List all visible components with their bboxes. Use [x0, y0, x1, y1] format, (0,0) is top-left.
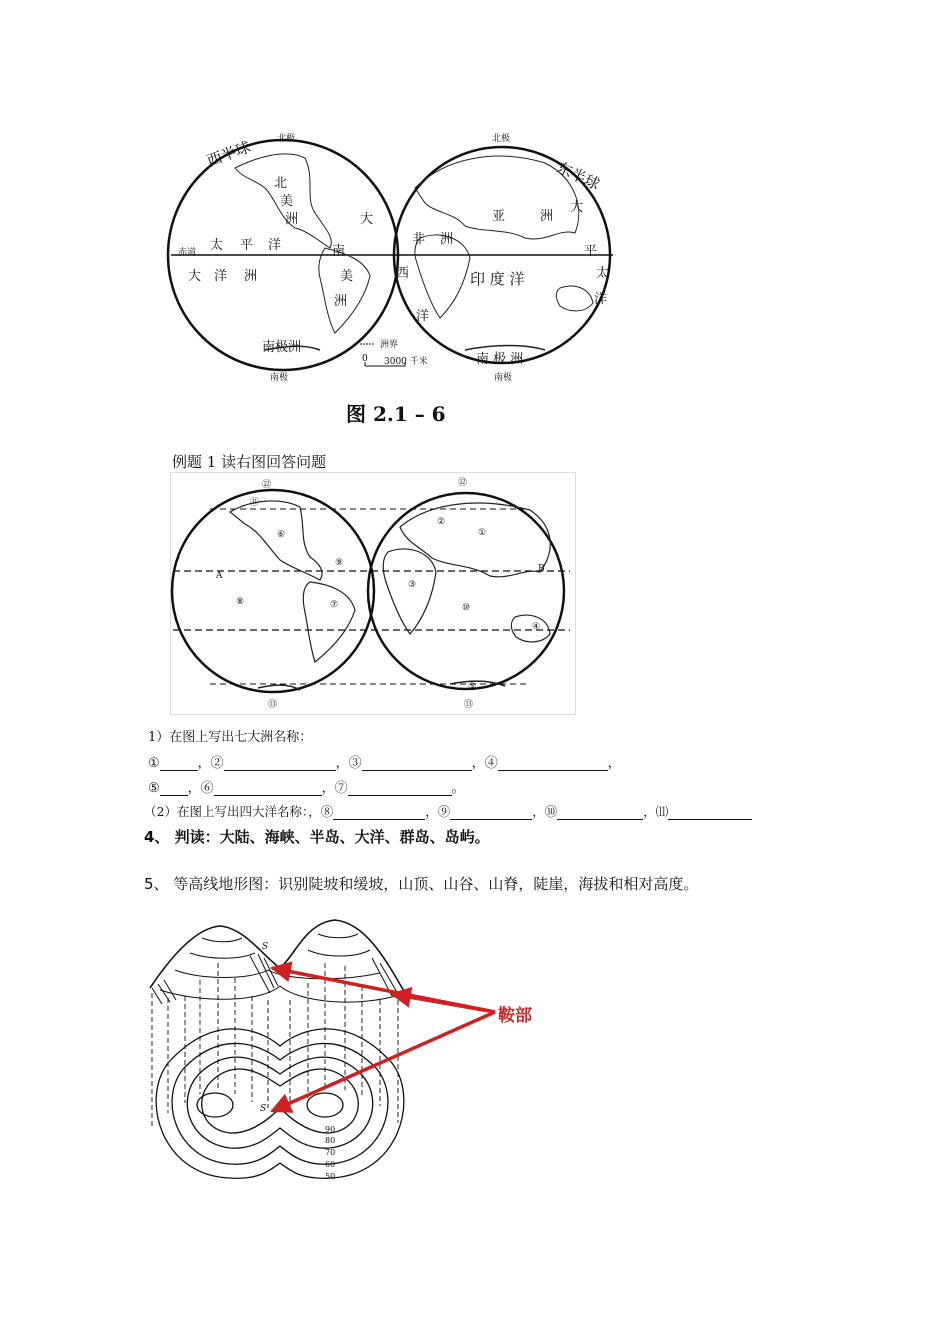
- oceania-char-3: 洲: [244, 269, 258, 284]
- saddle-s-bottom: S: [260, 1104, 267, 1114]
- marker-3: ③: [408, 580, 417, 590]
- marker-1: ①: [478, 528, 487, 538]
- sa-char-3: 洲: [334, 294, 348, 309]
- contour-level-70: 70: [325, 1148, 336, 1157]
- q5-heading: 5、 等高线地形图：识别陡坡和缓坡，山顶、山谷、山脊，陡崖，海拔和相对高度。: [144, 875, 699, 893]
- answer-blank-6[interactable]: [214, 783, 322, 796]
- q4-heading: 4、 判读：大陆、海峡、半岛、大洋、群岛、岛屿。: [144, 828, 490, 846]
- pacific-east-char-tai: 太: [596, 266, 610, 281]
- sa-char-1: 南: [332, 244, 346, 259]
- example-map: [170, 472, 576, 715]
- continent-boundary-label: 洲界: [380, 340, 399, 350]
- north-pole-west: 北极: [277, 134, 296, 144]
- south-pole-west: 南极: [270, 373, 289, 383]
- saddle-s-top: S: [262, 942, 269, 952]
- answer-blank-3[interactable]: [362, 758, 472, 771]
- north-pole-east: 北极: [492, 134, 511, 144]
- marker-9: ⑨: [335, 558, 344, 568]
- marker-A: A: [216, 571, 223, 581]
- oceania-char-1: 大: [188, 269, 202, 284]
- asia-char-1: 亚: [492, 209, 506, 224]
- south-pole-east: 南极: [494, 373, 513, 383]
- q1-r1-seg-2: ，②: [197, 756, 224, 771]
- q2-seg-2: ，⑨: [425, 804, 451, 819]
- answer-blank-7[interactable]: [348, 783, 452, 796]
- marker-13-east: ⑬: [464, 700, 474, 710]
- q1-r1-seg-5: ，: [607, 756, 621, 771]
- q2-seg-4: ，⑾: [643, 804, 669, 819]
- africa-char-1: 非: [412, 232, 426, 247]
- q2-seg-1: （2）在图上写出四大洋名称：，⑧: [144, 804, 334, 819]
- africa-char-2: 洲: [440, 232, 454, 247]
- asia-char-2: 洲: [540, 209, 554, 224]
- contour-level-80: 80: [325, 1136, 336, 1145]
- answer-blank-2[interactable]: [224, 758, 336, 771]
- pacific-char-2: 平: [240, 238, 254, 253]
- q2-seg-3: ，⑩: [532, 804, 558, 819]
- marker-11: ⑪: [250, 498, 260, 508]
- atlantic-east-char-2: 洋: [416, 309, 430, 324]
- marker-12-east: ⑫: [458, 478, 468, 488]
- pacific-char-1: 太: [210, 238, 224, 253]
- q1-row2: [148, 777, 465, 796]
- marker-4: ④: [532, 622, 541, 632]
- contour-level-60: 60: [325, 1160, 336, 1169]
- q1-r2-seg-2: ，⑥: [187, 781, 214, 796]
- marker-7: ⑦: [330, 600, 339, 610]
- sa-char-2: 美: [340, 269, 354, 284]
- q1-r2-seg-3: ，⑦: [321, 781, 348, 796]
- marker-B: B: [538, 564, 545, 574]
- marker-12-west: ⑫: [262, 480, 272, 490]
- answer-blank-5[interactable]: [160, 783, 188, 796]
- na-char-1: 北: [274, 176, 288, 191]
- pacific-east-char-ping: 平: [584, 244, 598, 259]
- example-title: 例题 1 读右图回答问题: [172, 453, 327, 471]
- equator-label: 赤道: [178, 248, 197, 258]
- pacific-char-3: 洋: [268, 238, 282, 253]
- na-char-3: 洲: [285, 212, 299, 227]
- answer-blank-11[interactable]: [668, 807, 752, 820]
- marker-6: ⑥: [277, 530, 286, 540]
- answer-blank-9[interactable]: [450, 807, 532, 820]
- q1-r1-seg-1: ①: [148, 756, 160, 771]
- marker-13-west: ⑬: [268, 700, 278, 710]
- q2-row: [144, 802, 752, 820]
- answer-blank-1[interactable]: [160, 758, 198, 771]
- atlantic-west-char: 大: [360, 212, 374, 227]
- q1-r2-seg-1: ⑤: [148, 781, 160, 796]
- q1-r1-seg-4: ，④: [471, 756, 498, 771]
- figure-caption: 图 2.1 – 6: [346, 402, 446, 426]
- q1-r1-seg-3: ，③: [335, 756, 362, 771]
- contour-saddle-figure: [140, 908, 560, 1183]
- pacific-east-char-da: 大: [570, 200, 584, 215]
- marker-2: ②: [437, 517, 446, 527]
- atlantic-east-char-1: 西: [396, 266, 410, 281]
- pacific-east-char-yang: 洋: [594, 292, 608, 307]
- marker-8: ⑧: [236, 597, 245, 607]
- saddle-label: 鞍部: [498, 1006, 532, 1026]
- scale-label: 3000 千米: [384, 357, 428, 367]
- antarctica-west-label: 南极洲: [262, 340, 302, 355]
- west-hemisphere-label: 西半球: [204, 137, 253, 171]
- q1-r2-seg-4: 。: [451, 781, 465, 796]
- contour-level-90: 90: [325, 1125, 336, 1134]
- antarctica-east-label: 南 极 洲: [476, 352, 524, 367]
- answer-blank-10[interactable]: [557, 807, 643, 820]
- q1-title: 1）在图上写出七大洲名称：: [148, 730, 313, 745]
- marker-5: ⑤: [468, 682, 477, 692]
- indian-ocean-label: 印 度 洋: [470, 270, 525, 288]
- east-hemisphere-label: 东半球: [554, 158, 603, 194]
- answer-blank-8[interactable]: [333, 807, 425, 820]
- na-char-2: 美: [280, 194, 294, 209]
- oceania-char-2: 洋: [214, 269, 228, 284]
- scale-zero: 0: [362, 354, 368, 364]
- contour-level-50: 50: [325, 1172, 336, 1181]
- q1-row1: [148, 752, 621, 771]
- marker-10: ⑩: [462, 603, 471, 613]
- answer-blank-4[interactable]: [498, 758, 608, 771]
